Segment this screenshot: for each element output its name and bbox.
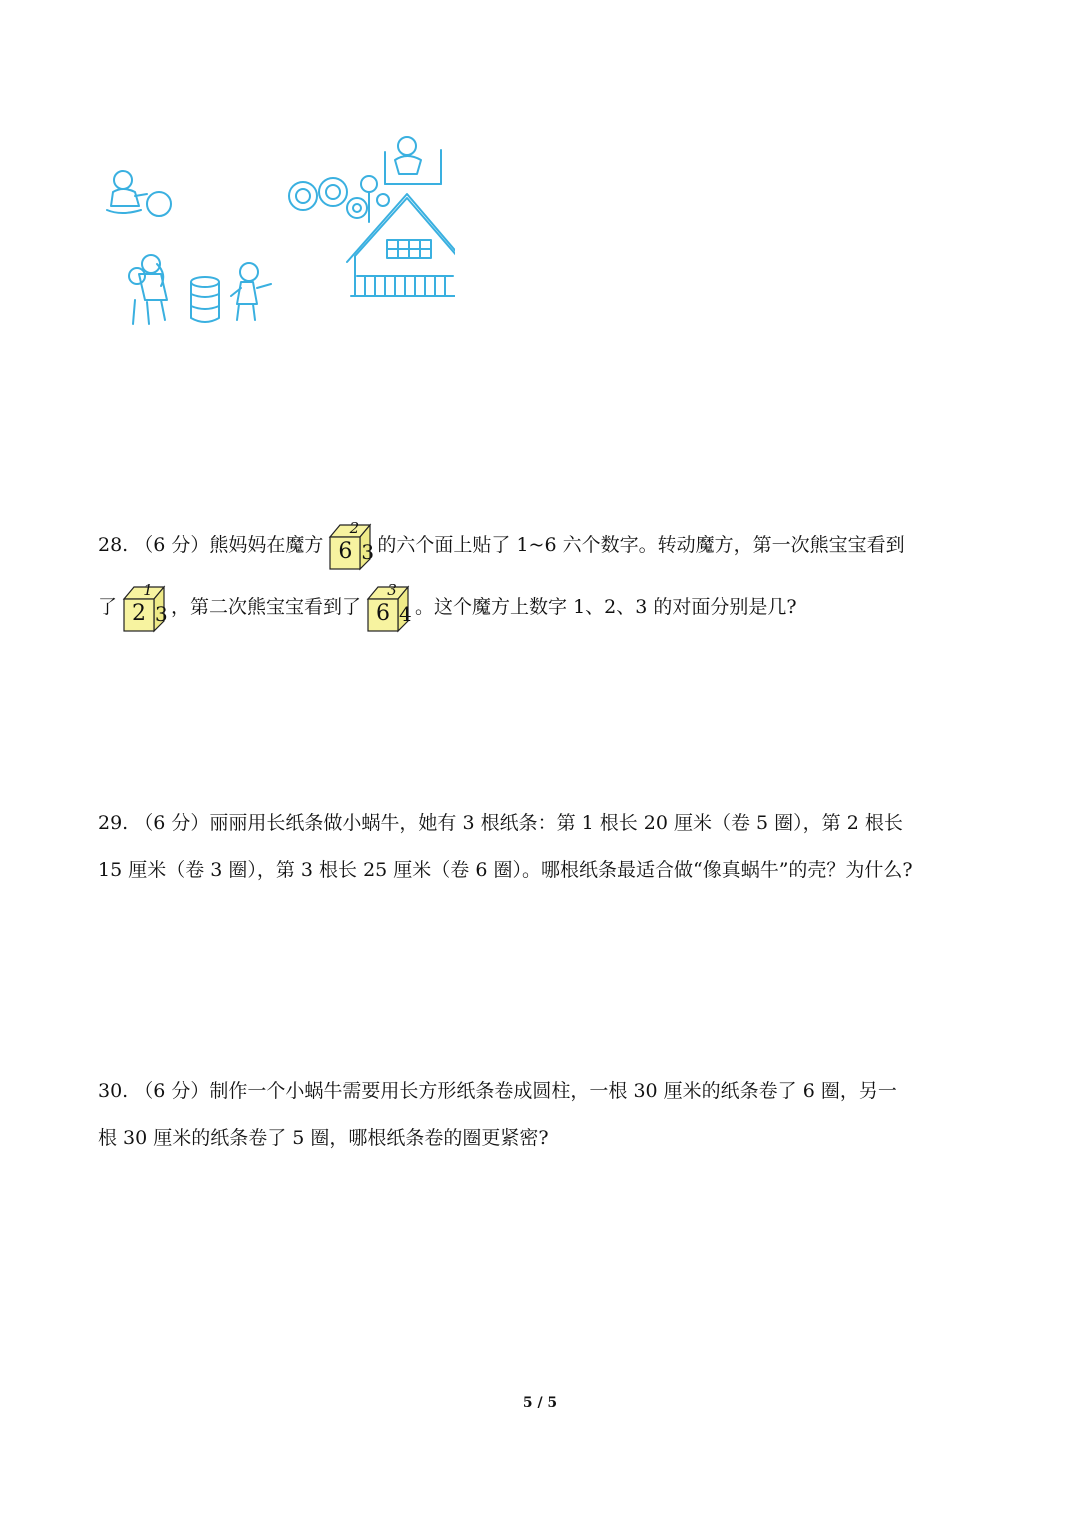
question-30-line-2: 根 30 厘米的纸条卷了 5 圈，哪根纸条卷的圈更紧密?	[98, 1127, 549, 1149]
question-text: ，第二次熊宝宝看到了	[171, 596, 362, 618]
question-30	[98, 1068, 988, 1162]
question-text: 制作一个小蜗牛需要用长方形纸条卷成圆柱，一根 30 厘米的纸条卷了 6 圈，另一	[209, 1080, 897, 1102]
cube-2-icon	[118, 583, 170, 633]
children-playing-scene-illustration	[95, 130, 455, 340]
boy-icon	[231, 263, 271, 320]
page-number: 5 / 5	[522, 1395, 558, 1411]
cube-top-number: 1	[143, 581, 153, 599]
cube-top-number: 2	[349, 519, 360, 537]
question-number: 29.	[98, 812, 129, 834]
question-score: （6 分）	[134, 534, 210, 556]
question-28-line-1	[98, 514, 988, 576]
barrel-icon	[191, 277, 219, 322]
cube-side-number: 3	[155, 602, 168, 626]
cube-front-number: 2	[132, 601, 147, 626]
question-30-line-1	[98, 1068, 988, 1115]
question-score: （6 分）	[134, 1080, 210, 1102]
question-text: 的六个面上贴了 1~6 六个数字。转动魔方，第一次熊宝宝看到	[377, 534, 905, 556]
question-text: 了	[98, 596, 118, 618]
two-children-icon	[129, 255, 167, 324]
tires-icon	[289, 178, 367, 218]
question-29	[98, 800, 988, 894]
cube-1-icon	[324, 521, 376, 571]
cube-top-number: 3	[387, 581, 397, 599]
question-text: 丽丽用长纸条做小蜗牛，她有 3 根纸条：第 1 根长 20 厘米（卷 5 圈），第 2 根长	[209, 812, 903, 834]
question-score: （6 分）	[134, 812, 210, 834]
cube-front-number: 6	[376, 601, 391, 626]
cube-front-number: 6	[338, 539, 353, 564]
question-text: 熊妈妈在魔方	[209, 534, 324, 556]
question-text: 。这个魔方上数字 1、2、3 的对面分别是几?	[415, 596, 797, 618]
child-on-swing-icon	[385, 137, 441, 184]
house-icon	[347, 194, 455, 296]
question-number: 28.	[98, 534, 129, 556]
cube-3-icon	[362, 583, 414, 633]
question-28-line-2	[98, 576, 988, 638]
question-29-line-1	[98, 800, 988, 847]
question-29-line-2: 15 厘米（卷 3 圈），第 3 根长 25 厘米（卷 6 圈）。哪根纸条最适合做“像真蜗牛”的壳？为什么?	[98, 859, 913, 881]
cube-side-number: 4	[399, 602, 412, 626]
question-28	[98, 514, 988, 638]
question-number: 30.	[98, 1080, 129, 1102]
cube-side-number: 3	[361, 540, 375, 564]
child-with-ball-icon	[107, 171, 171, 216]
